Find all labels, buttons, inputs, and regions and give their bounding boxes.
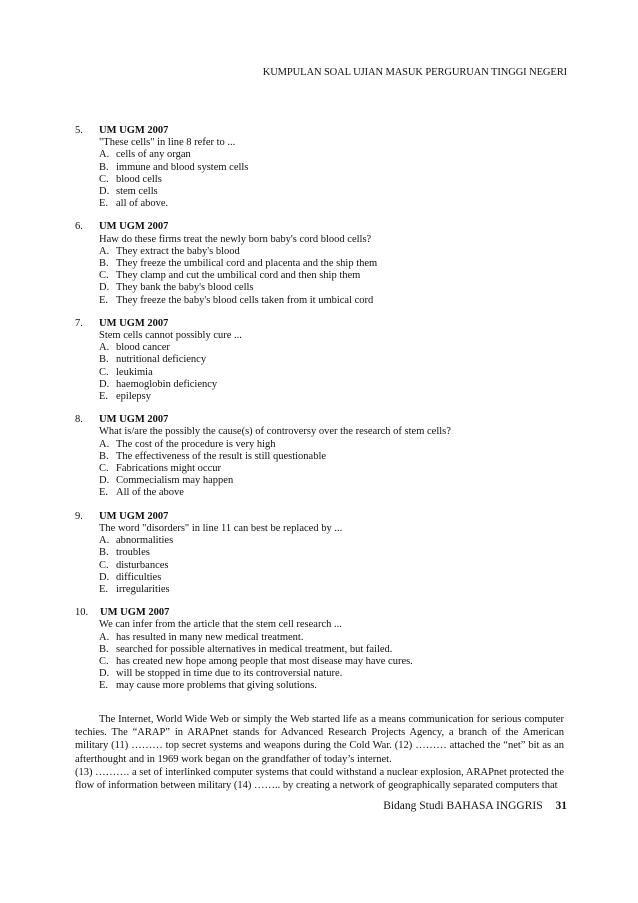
- answer-option: [99, 354, 575, 366]
- question-stem: Haw do these firms treat the newly born baby's cord blood cells?: [99, 233, 372, 245]
- option-text: They freeze the baby's blood cells taken from it umbical cord: [116, 294, 374, 306]
- option-letter: A.: [99, 245, 110, 257]
- passage-paragraph: The Internet, World Wide Web or simply the Web started life as a means communication for serious computer techies. The “ARAP” in ARAPnet stands for Advanced Research Projects Agency, a branch of the American military (11) ……… top secret systems and weapons during the Cold War. (12) ……… attached the “net” bit as an afterthought and in 1969 work began on the grandfather of today’s internet.: [75, 714, 564, 765]
- page-header: KUMPULAN SOAL UJIAN MASUK PERGURUAN TINGGI NEGERI: [262, 67, 567, 78]
- option-letter: D.: [99, 475, 110, 487]
- question-source: UM UGM 2007: [99, 125, 169, 136]
- option-letter: B.: [99, 258, 109, 270]
- question-item: [75, 511, 575, 596]
- option-letter: A.: [99, 631, 110, 643]
- option-letter: E.: [99, 198, 109, 210]
- option-text: blood cancer: [116, 342, 170, 354]
- question-source: UM UGM 2007: [99, 317, 169, 329]
- question-item: [75, 221, 575, 306]
- option-text: epilepsy: [116, 391, 151, 403]
- option-letter: E.: [99, 294, 109, 306]
- question-stem: We can infer from the article that the stem cell research ...: [99, 619, 342, 631]
- answer-option: [99, 560, 575, 572]
- question-number: 6.: [75, 221, 83, 233]
- question-stem: "These cells" in line 8 refer to ...: [99, 137, 236, 149]
- answer-option: [99, 475, 575, 487]
- option-letter: D.: [99, 378, 110, 390]
- question-source: UM UGM 2007: [99, 510, 169, 522]
- answer-option: [99, 174, 575, 186]
- option-letter: C.: [99, 655, 109, 667]
- question-list: [75, 125, 575, 704]
- option-letter: B.: [99, 643, 109, 655]
- option-letter: E.: [99, 487, 109, 499]
- option-text: troubles: [116, 547, 150, 559]
- option-letter: C.: [99, 173, 109, 185]
- question-number: 8.: [75, 414, 83, 426]
- option-letter: B.: [99, 354, 109, 366]
- option-text: will be stopped in time due to its controversial nature.: [116, 668, 343, 680]
- option-letter: E.: [99, 583, 109, 595]
- answer-option: [99, 680, 575, 692]
- option-letter: D.: [99, 186, 110, 198]
- footer-subject: Bidang Studi BAHASA INGGRIS: [383, 800, 543, 812]
- option-text: They clamp and cut the umbilical cord and then ship them: [116, 270, 361, 282]
- option-text: irregularities: [116, 583, 170, 595]
- option-text: The effectiveness of the result is still questionable: [116, 450, 327, 462]
- answer-option: [99, 535, 575, 547]
- page-footer: [383, 800, 567, 812]
- question-number: 9.: [75, 510, 83, 522]
- option-letter: D.: [99, 668, 110, 680]
- option-text: may cause more problems that giving solutions.: [116, 680, 317, 692]
- option-text: immune and blood system cells: [116, 161, 249, 173]
- option-text: abnormalities: [116, 535, 174, 547]
- question-number: 5.: [75, 125, 83, 136]
- question-stem: The word "disorders" in line 11 can best be replaced by ...: [99, 522, 343, 534]
- question-number: 10.: [75, 607, 89, 619]
- option-letter: E.: [99, 391, 109, 403]
- answer-option: [99, 439, 575, 451]
- question-source: UM UGM 2007: [99, 414, 169, 426]
- answer-option: [99, 451, 575, 463]
- answer-option: [99, 644, 575, 656]
- option-text: They extract the baby's blood: [116, 245, 240, 257]
- option-letter: E.: [99, 680, 109, 692]
- answer-option: [99, 656, 575, 668]
- option-letter: C.: [99, 270, 109, 282]
- option-letter: B.: [99, 547, 109, 559]
- question-source: UM UGM 2007: [100, 607, 170, 619]
- option-letter: A.: [99, 342, 110, 354]
- option-text: has resulted in many new medical treatment.: [116, 631, 304, 643]
- option-text: leukimia: [116, 366, 153, 378]
- option-text: haemoglobin deficiency: [116, 378, 218, 390]
- option-letter: A.: [99, 438, 110, 450]
- question-item: [75, 607, 575, 692]
- option-letter: A.: [99, 149, 110, 161]
- option-text: stem cells: [116, 186, 158, 198]
- question-item: [75, 318, 575, 403]
- option-text: nutritional deficiency: [116, 354, 207, 366]
- option-text: difficulties: [116, 571, 162, 583]
- question-stem: Stem cells cannot possibly cure ...: [99, 330, 242, 342]
- option-text: blood cells: [116, 173, 162, 185]
- option-text: disturbances: [116, 559, 169, 571]
- option-text: They bank the baby's blood cells: [116, 282, 254, 294]
- answer-option: [99, 186, 575, 198]
- question-item: [75, 125, 575, 210]
- passage-paragraph: (13) ………. a set of interlinked computer systems that could withstand a nuclear explosion, ARAPnet protected the flow of information between military (14) …….. by creating a network of geographically separated computers that: [75, 766, 564, 792]
- answer-option: [99, 572, 575, 584]
- answer-option: [99, 547, 575, 559]
- reading-passage: [75, 713, 564, 792]
- answer-option: [99, 584, 575, 596]
- option-letter: C.: [99, 463, 109, 475]
- option-letter: A.: [99, 535, 110, 547]
- answer-option: [99, 149, 575, 161]
- option-text: cells of any organ: [116, 149, 191, 161]
- option-text: They freeze the umbilical cord and placenta and the ship them: [116, 258, 378, 270]
- question-stem: What is/are the possibly the cause(s) of controversy over the research of stem cells?: [99, 426, 451, 438]
- answer-option: [99, 258, 575, 270]
- answer-option: [99, 295, 575, 307]
- answer-option: [99, 632, 575, 644]
- answer-option: [99, 367, 575, 379]
- answer-option: [99, 487, 575, 499]
- option-text: Commecialism may happen: [116, 475, 234, 487]
- option-letter: C.: [99, 559, 109, 571]
- answer-option: [99, 246, 575, 258]
- option-text: All of the above: [116, 487, 184, 499]
- option-letter: B.: [99, 450, 109, 462]
- answer-option: [99, 668, 575, 680]
- option-letter: D.: [99, 571, 110, 583]
- question-number: 7.: [75, 317, 83, 329]
- answer-option: [99, 379, 575, 391]
- option-text: searched for possible alternatives in medical treatment, but failed.: [116, 643, 393, 655]
- option-letter: C.: [99, 366, 109, 378]
- answer-option: [99, 270, 575, 282]
- answer-option: [99, 342, 575, 354]
- answer-option: [99, 282, 575, 294]
- option-text: all of above.: [116, 198, 169, 210]
- option-letter: B.: [99, 161, 109, 173]
- option-letter: D.: [99, 282, 110, 294]
- answer-option: [99, 162, 575, 174]
- question-item: [75, 414, 575, 499]
- option-text: Fabrications might occur: [116, 463, 221, 475]
- answer-option: [99, 463, 575, 475]
- answer-option: [99, 198, 575, 210]
- answer-option: [99, 391, 575, 403]
- option-text: has created new hope among people that most disease may have cures.: [116, 655, 413, 667]
- option-text: The cost of the procedure is very high: [116, 438, 276, 450]
- page-number: 31: [555, 800, 567, 812]
- question-source: UM UGM 2007: [99, 221, 169, 233]
